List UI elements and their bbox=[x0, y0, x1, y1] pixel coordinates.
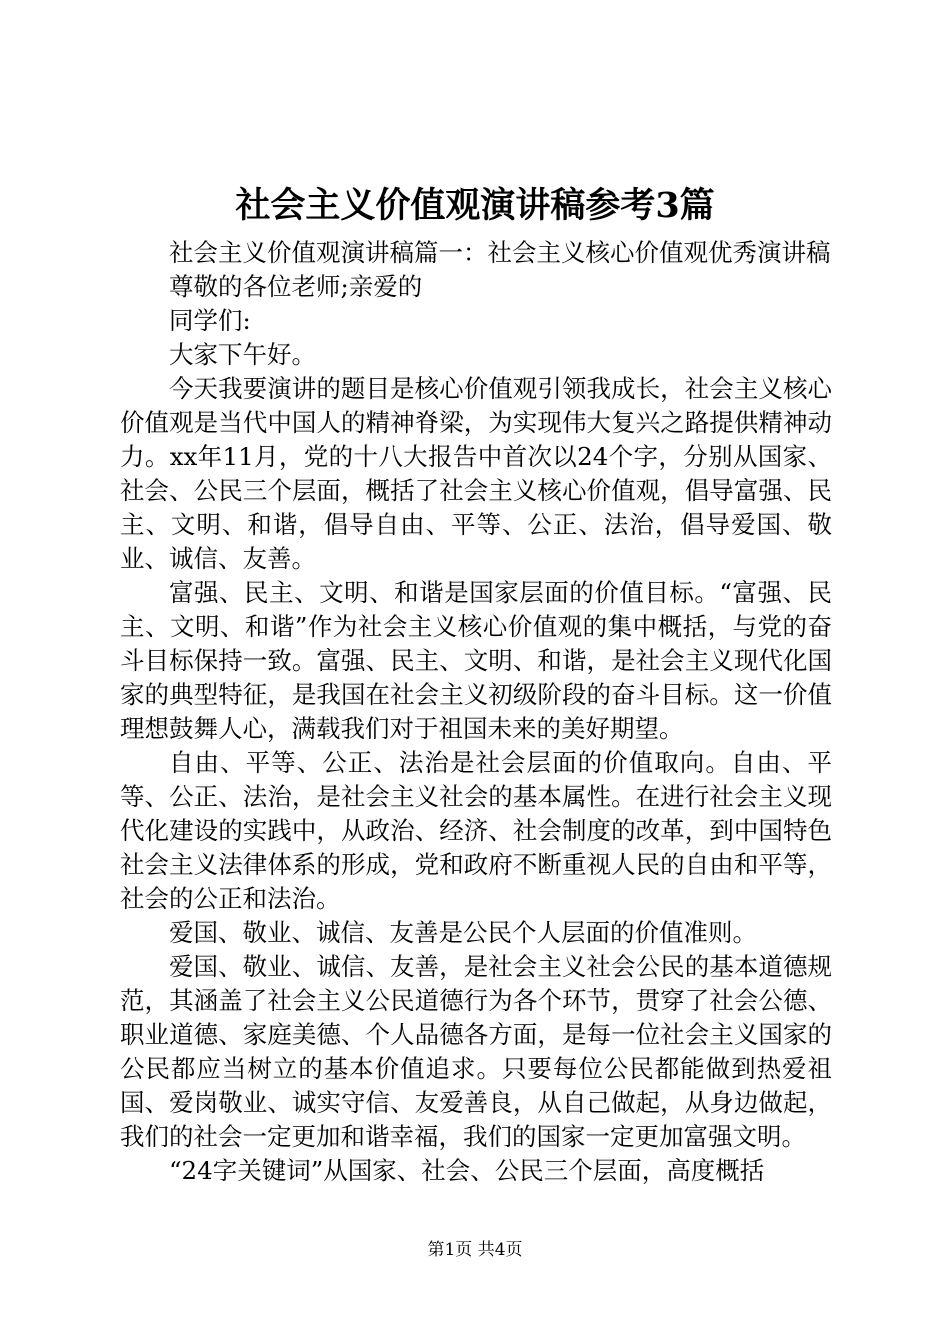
paragraph: 同学们: bbox=[169, 306, 251, 335]
document-body bbox=[120, 236, 832, 1188]
paragraph: “24字关键词”从国家、社会、公民三个层面，高度概括 bbox=[169, 1156, 765, 1185]
page-title: 社会主义价值观演讲稿参考3篇 bbox=[235, 185, 715, 226]
paragraph: 大家下午好。 bbox=[169, 340, 316, 369]
paragraph: 今天我要演讲的题目是核心价值观引领我成长，社会主义核心价值观是当代中国人的精神脊梁，为实现伟大复兴之路提供精神动力。xx年11月，党的十八大报告中首次以24个字，分别从国家、社会、公民三个层面，概括了社会主义核心价值观，倡导富强、民主、文明、和谐，倡导自由、平等、公正、法治，倡导爱国、敬业、诚信、友善。 bbox=[120, 374, 832, 573]
page-number-footer: 第1页 共4页 bbox=[427, 1240, 523, 1260]
paragraph: 富强、民主、文明、和谐是国家层面的价值目标。“富强、民主、文明、和谐”作为社会主义核心价值观的集中概括，与党的奋斗目标保持一致。富强、民主、文明、和谐，是社会主义现代化国家的典型特征，是我国在社会主义初级阶段的奋斗目标。这一价值理想鼓舞人心，满载我们对于祖国未来的美好期望。 bbox=[120, 578, 832, 743]
paragraph: 尊敬的各位老师;亲爱的 bbox=[169, 272, 423, 301]
paragraph: 爱国、敬业、诚信、友善，是社会主义社会公民的基本道德规范，其涵盖了社会主义公民道德行为各个环节，贯穿了社会公德、职业道德、家庭美德、个人品德各方面，是每一位社会主义国家的公民都应当树立的基本价值追求。只要每位公民都能做到热爱祖国、爱岗敬业、诚实守信、友爱善良，从自己做起，从身边做起，我们的社会一定更加和谐幸福，我们的国家一定更加富强文明。 bbox=[120, 952, 832, 1151]
paragraph: 爱国、敬业、诚信、友善是公民个人层面的价值准则。 bbox=[169, 918, 757, 947]
paragraph: 自由、平等、公正、法治是社会层面的价值取向。自由、平等、公正、法治，是社会主义社会的基本属性。在进行社会主义现代化建设的实践中，从政治、经济、社会制度的改革，到中国特色社会主义法律体系的形成，党和政府不断重视人民的自由和平等，社会的公正和法治。 bbox=[120, 748, 832, 913]
paragraph: 社会主义价值观演讲稿篇一：社会主义核心价值观优秀演讲稿 bbox=[169, 238, 831, 267]
